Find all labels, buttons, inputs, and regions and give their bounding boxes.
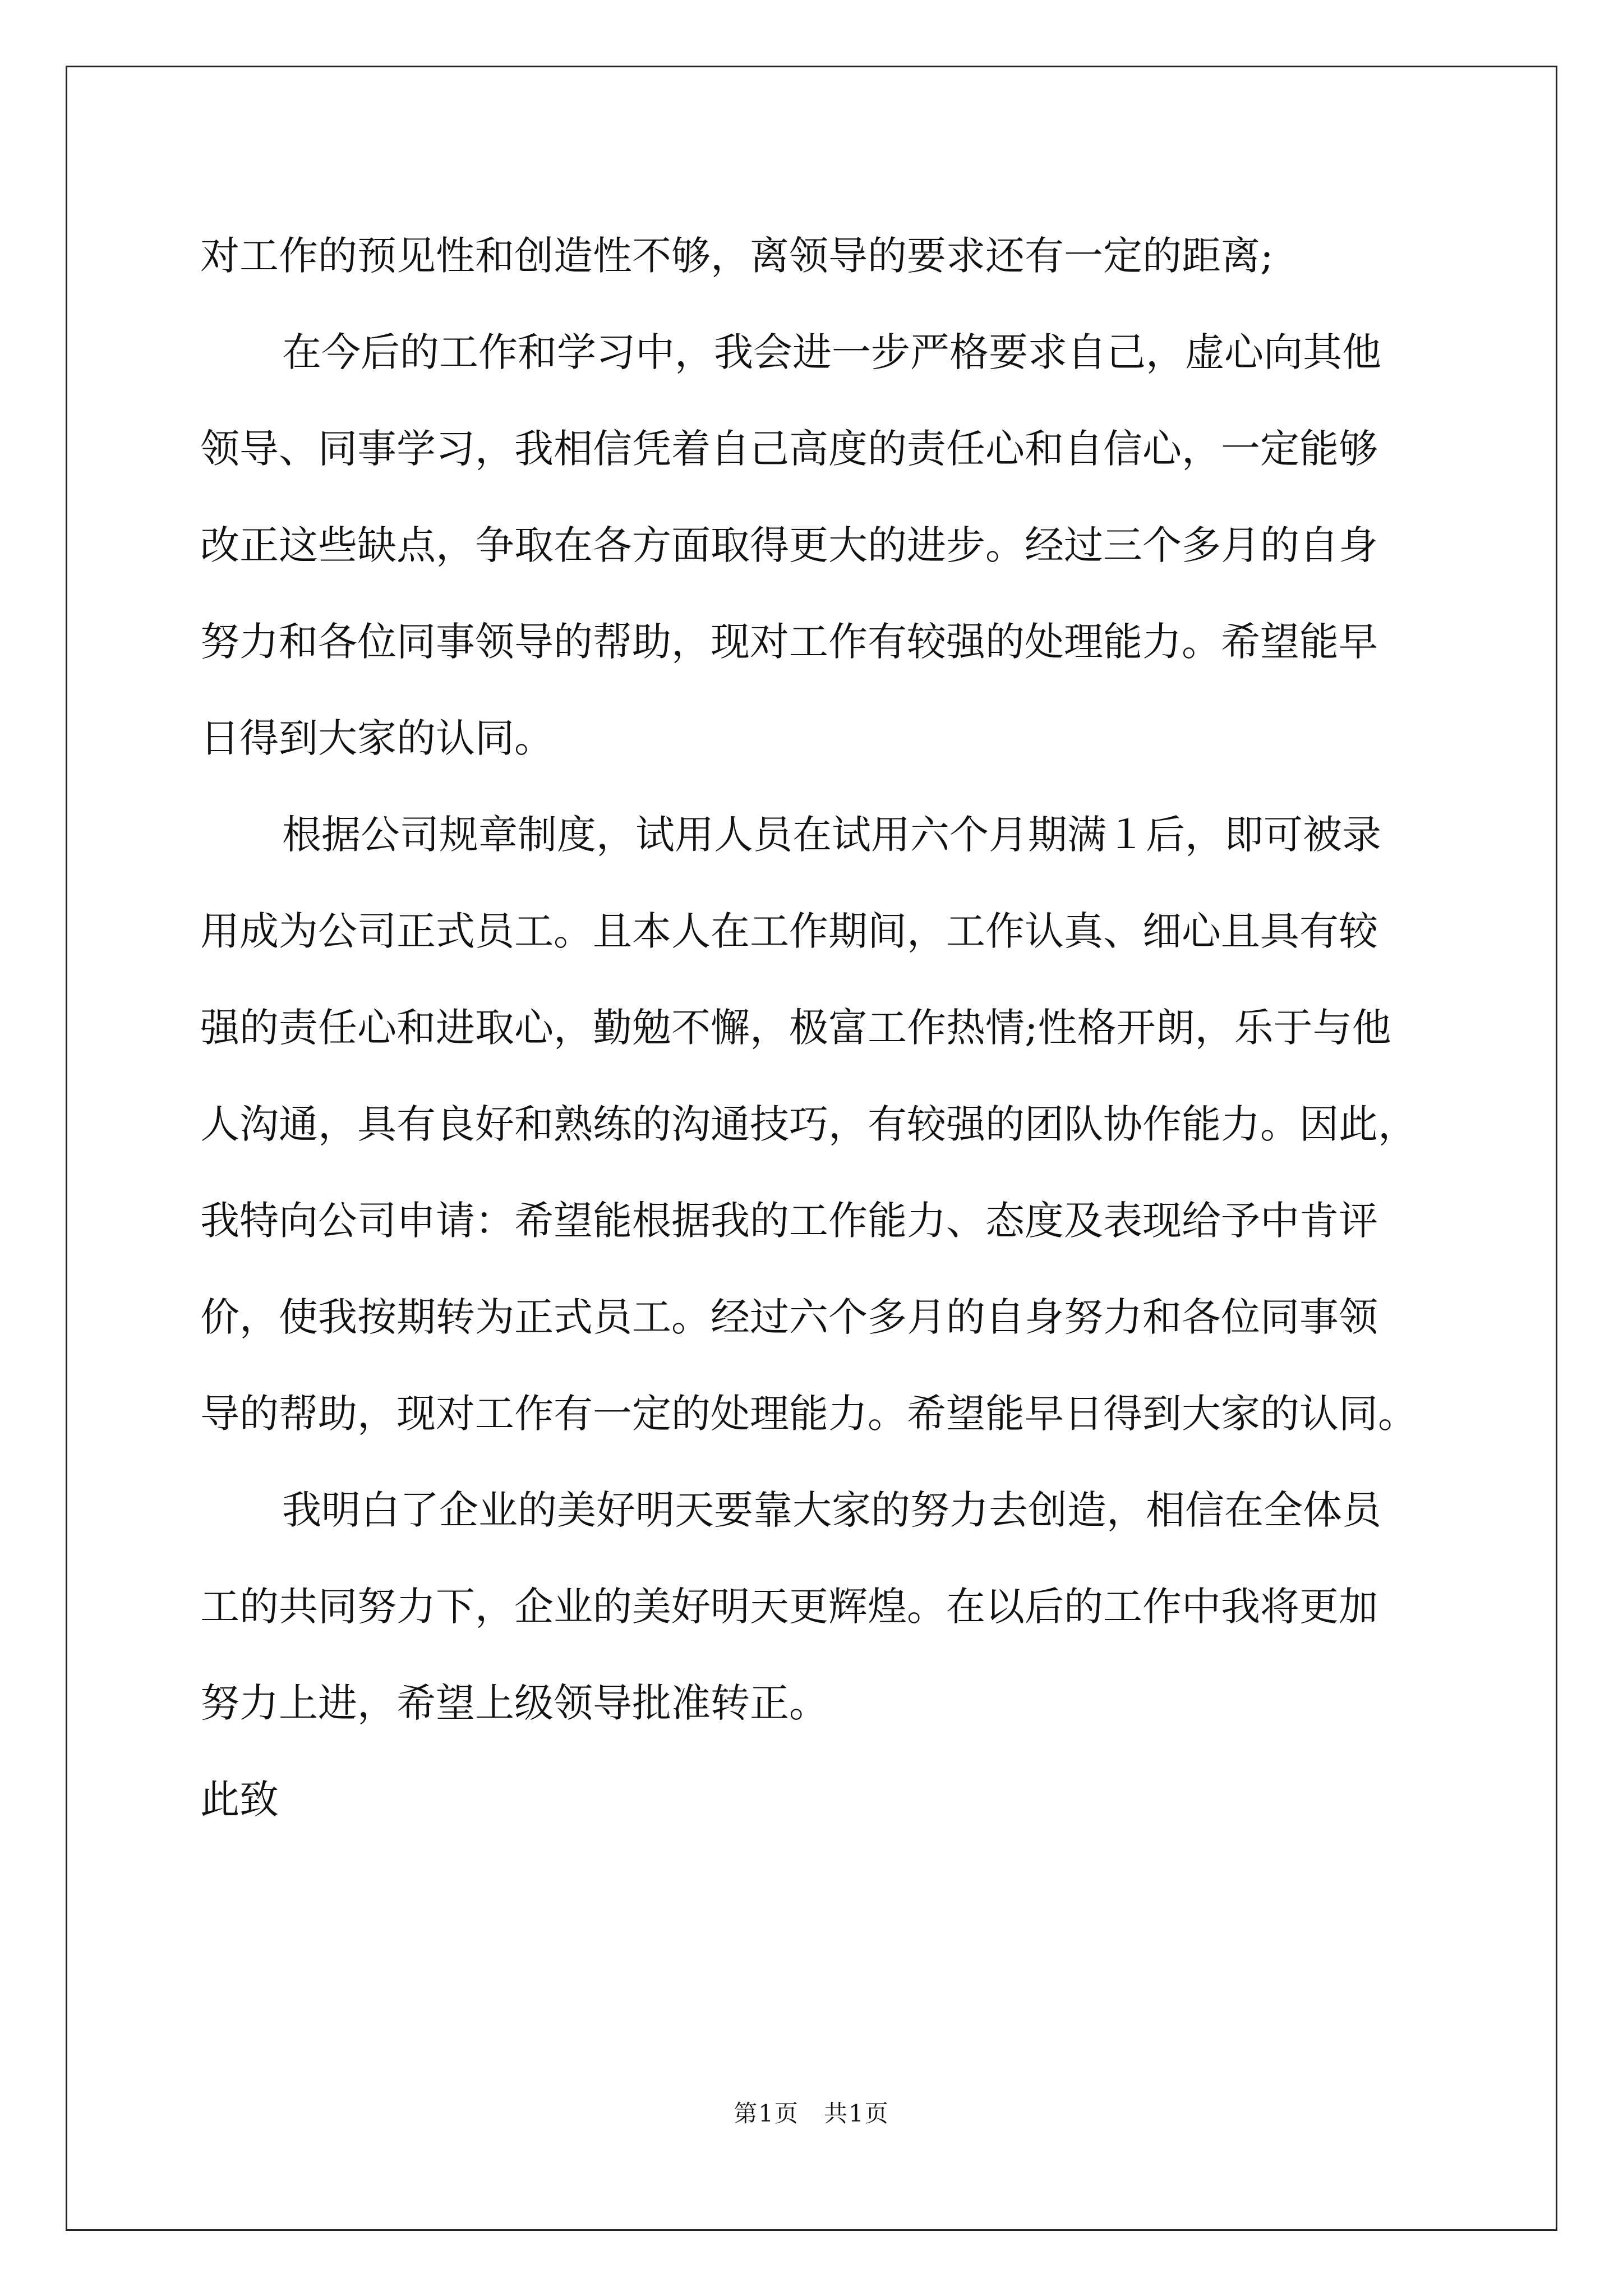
text-line: 导的帮助，现对工作有一定的处理能力。希望能早日得到大家的认同。 (200, 1391, 1417, 1437)
text-line: 努力上进，希望上级领导批准转正。 (200, 1680, 828, 1726)
text-line: 人沟通，具有良好和熟练的沟通技巧，有较强的团队协作能力。因此， (200, 1101, 1417, 1147)
text-line: 强的责任心和进取心，勤勉不懈，极富工作热情;性格开朗，乐于与他 (200, 1005, 1391, 1051)
text-line: 努力和各位同事领导的帮助，现对工作有较强的处理能力。希望能早 (200, 619, 1378, 665)
document-body (200, 208, 1434, 1848)
text-line: 根据公司规章制度，试用人员在试用六个月期满１后，即可被录 (282, 812, 1381, 858)
paragraph-1 (200, 208, 1434, 304)
text-line: 领导、同事学习，我相信凭着自己高度的责任心和自信心，一定能够 (200, 426, 1378, 472)
text-line: 在今后的工作和学习中，我会进一步严格要求自己，虚心向其他 (282, 329, 1381, 375)
text-line: 我特向公司申请：希望能根据我的工作能力、态度及表现给予中肯评 (200, 1198, 1378, 1244)
text-line: 对工作的预见性和创造性不够，离领导的要求还有一定的距离; (200, 233, 1274, 279)
text-line: 改正这些缺点，争取在各方面取得更大的进步。经过三个多月的自身 (200, 522, 1378, 568)
closing-salutation (200, 1751, 1434, 1848)
paragraph-3 (200, 786, 1434, 1462)
text-line: 工的共同努力下，企业的美好明天更辉煌。在以后的工作中我将更加 (200, 1584, 1378, 1630)
paragraph-2 (200, 304, 1434, 786)
paragraph-4 (200, 1462, 1434, 1751)
text-line: 价，使我按期转为正式员工。经过六个多月的自身努力和各位同事领 (200, 1294, 1378, 1340)
text-line: 用成为公司正式员工。且本人在工作期间，工作认真、细心且具有较 (200, 908, 1378, 954)
page-number-footer: 第1页 共1页 (734, 2100, 889, 2127)
text-line: 此致 (200, 1777, 279, 1823)
text-line: 我明白了企业的美好明天要靠大家的努力去创造，相信在全体员 (282, 1487, 1381, 1533)
text-line: 日得到大家的认同。 (200, 715, 554, 761)
